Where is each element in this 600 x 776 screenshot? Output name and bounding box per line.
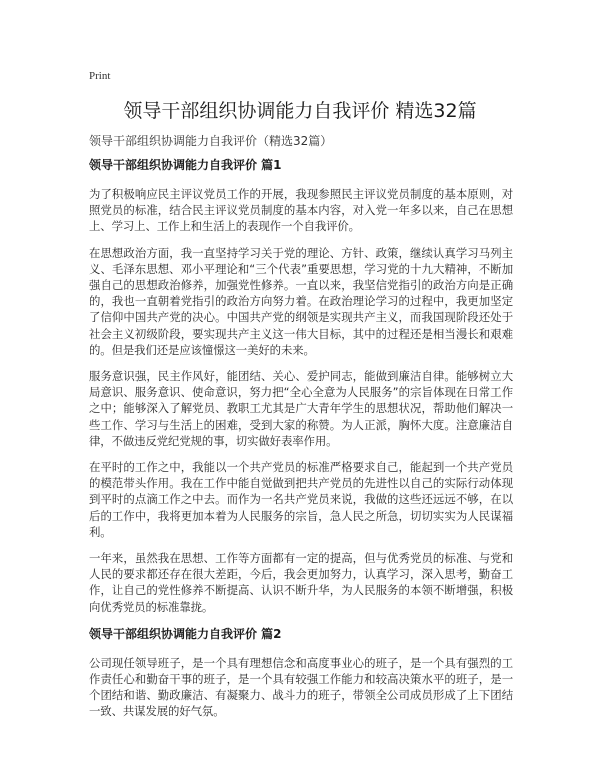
- paragraph: 为了积极响应民主评议党员工作的开展，我现参照民主评议党员制度的基本原则，对照党员的标准，结合民主评议党员制度的基本内容，对入党一年多以来，自己在思想上、学习上、工作上和生活上的表现作一个自我评价。: [89, 187, 513, 234]
- paragraph: 公司现任领导班子，是一个具有理想信念和高度事业心的班子，是一个具有强烈的工作责任心和勤奋干事的班子，是一个具有较强工作能力和较高决策水平的班子，是一个团结和谐、勤政廉洁、有凝聚力、战斗力的班子，带领全公司成员形成了上下团结一致、共谋发展的好气氛。: [89, 655, 513, 719]
- print-label: Print: [89, 70, 111, 82]
- paragraph: 一年来，虽然我在思想、工作等方面都有一定的提高，但与优秀党员的标准、与党和人民的要求都还存在很大差距，今后，我会更加努力，认真学习，深入思考，勤奋工作，让自己的党性修养不断提高、认识不断升华，为人民服务的本领不断增强，积极向优秀党员的标准靠拢。: [89, 551, 513, 614]
- document-title: 领导干部组织协调能力自我评价 精选32篇: [123, 100, 477, 122]
- paragraph: 服务意识强，民主作风好，能团结、关心、爱护同志，能做到廉洁自律。能够树立大局意识、服务意识、使命意识，努力把“全心全意为人民服务”的宗旨体现在日常工作之中；能够深入了解党员、教职工尤其是广大青年学生的思想状况，帮助他们解决一些工作、学习与生活上的困难，受到大家的称赞。为人正派，胸怀大度。注意廉洁自律，不做违反党纪党规的事，切实做好表率作用。: [89, 369, 513, 448]
- paragraph: 在平时的工作之中，我能以一个共产党员的标准严格要求自己，能起到一个共产党员的模范带头作用。我在工作中能自觉做到把共产党员的先进性以自己的实际行动体现到平时的点滴工作之中去。而作为一名共产党员来说，我做的这些还远远不够，在以后的工作中，我将更加本着为人民服务的宗旨，急人民之所急，切切实实为人民谋福利。: [89, 460, 513, 539]
- paragraph: 在思想政治方面，我一直坚持学习关于党的理论、方针、政策，继续认真学习马列主义、毛泽东思想、邓小平理论和“三个代表”重要思想，学习党的十九大精神，不断加强自己的思想政治修养，加强党性修养。一直以来，我坚信党指引的政治方向是正确的，我也一直朝着党指引的政治方向努力着。在政治理论学习的过程中，我更加坚定了信仰中国共产党的决心。中国共产党的纲领是实现共产主义，而我国现阶段还处于社会主义初级阶段，要实现共产主义这一伟大目标，其中的过程还是相当漫长和艰难的。但是我们还是应该憧憬这一美好的未来。: [89, 245, 513, 357]
- document-subtitle: 领导干部组织协调能力自我评价（精选32篇）: [89, 134, 333, 148]
- section-1: [89, 156, 513, 615]
- section-heading: 领导干部组织协调能力自我评价 篇1: [89, 158, 282, 172]
- document-body: [89, 156, 513, 730]
- section-heading: 领导干部组织协调能力自我评价 篇2: [89, 626, 282, 641]
- section-2: [89, 625, 513, 720]
